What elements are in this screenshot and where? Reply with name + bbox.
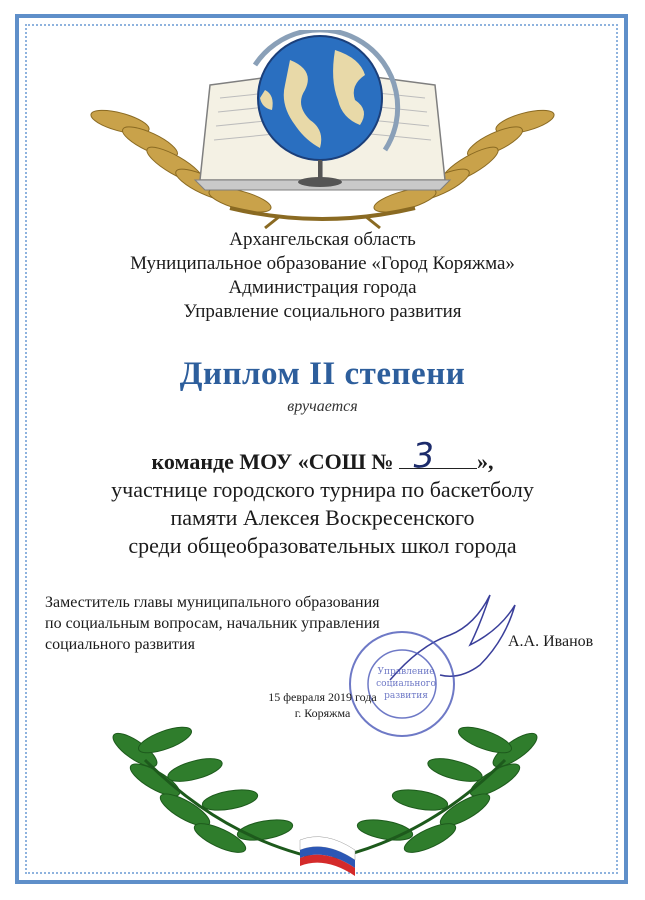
award-prefix: команде МОУ «СОШ №: [151, 449, 394, 474]
stamp-text-1: Управление: [377, 667, 435, 677]
signatory-name: А.А. Иванов: [508, 633, 594, 650]
laurel-branches-decoration: [105, 710, 545, 880]
stamp-text-2: социального: [376, 679, 436, 689]
award-line-tournament: участнице городского турнира по баскетболу: [111, 477, 534, 502]
diploma-title: Диплом II степени: [179, 356, 466, 392]
issue-place: г. Коряжма: [294, 706, 351, 720]
award-block: [0, 435, 645, 560]
signatory-line-1: Заместитель главы муниципального образования: [45, 594, 380, 611]
signatory-line-2: по социальным вопросам, начальник управления: [45, 615, 380, 632]
award-suffix: »,: [476, 449, 494, 474]
diploma-subtitle: вручается: [287, 398, 358, 415]
stamp-text-3: развития: [384, 691, 428, 701]
award-line-schools: среди общеобразовательных школ города: [128, 533, 517, 558]
award-line-memorial: памяти Алексея Воскресенского: [170, 505, 475, 530]
issue-date: 15 февраля 2019 года: [268, 690, 377, 704]
award-team-line: [0, 435, 645, 477]
globe-book-emblem: [80, 30, 565, 230]
region-line: Архангельская область: [229, 229, 416, 250]
school-number-handwritten: 3: [411, 435, 436, 477]
administration-line: Администрация города: [228, 277, 417, 298]
department-line: Управление социального развития: [183, 301, 462, 322]
municipality-line: Муниципальное образование «Город Коряжма»: [130, 253, 515, 274]
signatory-line-3: социального развития: [45, 636, 195, 653]
signatory-title: [45, 592, 380, 655]
school-number-blank: [399, 435, 477, 477]
